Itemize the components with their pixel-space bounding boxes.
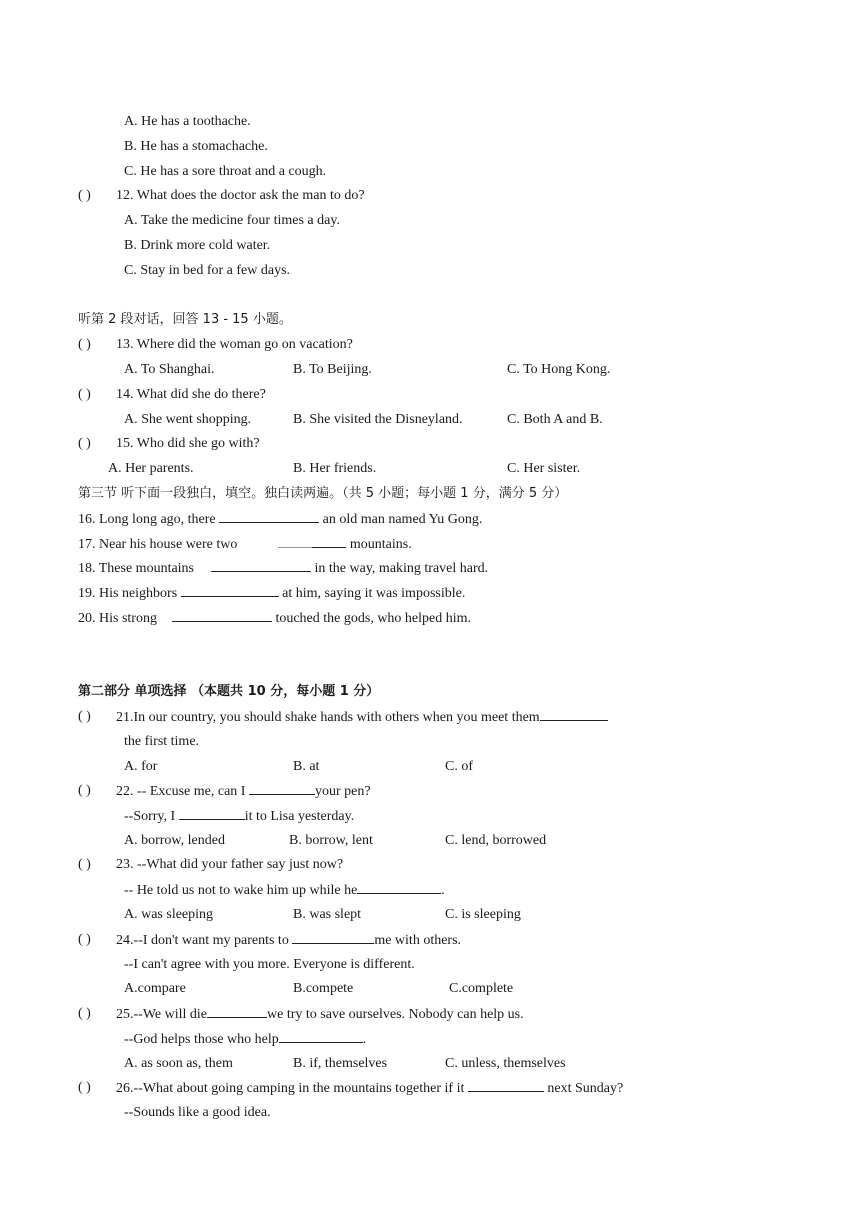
answer-paren-12[interactable]: ( ) bbox=[78, 188, 91, 203]
fill-q17 bbox=[78, 535, 412, 554]
q25-blank-2[interactable] bbox=[279, 1030, 363, 1043]
q12-option-b: B. Drink more cold water. bbox=[124, 238, 271, 253]
q22-stem bbox=[116, 782, 371, 801]
answer-paren-14[interactable]: ( ) bbox=[78, 387, 91, 402]
q23-blank[interactable] bbox=[357, 881, 441, 894]
q25-blank-1[interactable] bbox=[207, 1005, 267, 1018]
q23-line2-b: . bbox=[441, 883, 445, 898]
q24-stem bbox=[116, 931, 461, 950]
q26-blank[interactable] bbox=[468, 1079, 544, 1092]
q25-line2-b: . bbox=[362, 1032, 367, 1047]
q21-option-c: C. of bbox=[445, 759, 473, 774]
q19-text-a: 19. His neighbors bbox=[78, 586, 178, 601]
answer-paren-23[interactable]: ( ) bbox=[78, 857, 91, 872]
section3-header: 第三节 听下面一段独白，填空。独白读两遍。（共 5 小题；每小题 1 分，满分 5 分） bbox=[78, 486, 568, 501]
q22-stem-a: 22. -- Excuse me, can I bbox=[116, 784, 246, 799]
q22-stem-b: your pen? bbox=[314, 784, 371, 799]
q22-line2-a: --Sorry, I bbox=[124, 809, 176, 824]
q23-line2 bbox=[124, 881, 445, 900]
q12-stem: 12. What does the doctor ask the man to do? bbox=[116, 188, 365, 203]
q22-blank-2[interactable] bbox=[179, 807, 245, 820]
q22-line2-b: it to Lisa yesterday. bbox=[244, 809, 355, 824]
q24-blank[interactable] bbox=[292, 931, 374, 944]
q15-option-b: B. Her friends. bbox=[293, 461, 377, 476]
q13-option-a: A. To Shanghai. bbox=[124, 362, 215, 377]
q18-blank[interactable] bbox=[211, 559, 311, 572]
q19-text-b: at him, saying it was impossible. bbox=[282, 586, 466, 601]
q26-stem-b: next Sunday? bbox=[547, 1081, 624, 1096]
q24-option-b: B.compete bbox=[293, 981, 354, 996]
q11-option-b: B. He has a stomachache. bbox=[124, 139, 268, 154]
q21-stem bbox=[116, 708, 608, 727]
q24-option-c: C.complete bbox=[449, 981, 514, 996]
q18-text-b: in the way, making travel hard. bbox=[314, 561, 489, 576]
q24-line2: --I can't agree with you more. Everyone is different. bbox=[124, 957, 415, 972]
answer-paren-25[interactable]: ( ) bbox=[78, 1006, 91, 1021]
section2-intro: 听第 2 段对话，回答 13 - 15 小题。 bbox=[78, 312, 292, 327]
q13-stem: 13. Where did the woman go on vacation? bbox=[116, 337, 353, 352]
q17-text-b: mountains. bbox=[349, 537, 412, 552]
q23-option-b: B. was slept bbox=[293, 907, 362, 922]
q23-option-c: C. is sleeping bbox=[445, 907, 521, 922]
q15-option-a: A. Her parents. bbox=[108, 461, 194, 476]
q25-option-c: C. unless, themselves bbox=[445, 1056, 566, 1071]
q15-option-c: C. Her sister. bbox=[507, 461, 581, 476]
q20-text-a: 20. His strong bbox=[78, 611, 157, 626]
q26-line2: --Sounds like a good idea. bbox=[124, 1105, 271, 1120]
answer-paren-22[interactable]: ( ) bbox=[78, 783, 91, 798]
q19-blank[interactable] bbox=[181, 584, 279, 597]
q13-option-c: C. To Hong Kong. bbox=[507, 362, 611, 377]
q23-stem: 23. --What did your father say just now? bbox=[116, 857, 344, 872]
q26-stem bbox=[116, 1079, 623, 1098]
q25-stem-a: 25.--We will die bbox=[116, 1007, 208, 1022]
q11-option-a: A. He has a toothache. bbox=[124, 114, 251, 129]
answer-paren-21[interactable]: ( ) bbox=[78, 709, 91, 724]
q21-option-b: B. at bbox=[293, 759, 320, 774]
part2-header: 第二部分 单项选择 （本题共 10 分，每小题 1 分） bbox=[78, 684, 380, 699]
q12-option-c: C. Stay in bed for a few days. bbox=[124, 263, 291, 278]
q25-line2 bbox=[124, 1030, 366, 1049]
q21-blank[interactable] bbox=[540, 708, 608, 721]
q22-blank-1[interactable] bbox=[249, 782, 315, 795]
q22-option-c: C. lend, borrowed bbox=[445, 833, 547, 848]
q24-option-a: A.compare bbox=[124, 981, 186, 996]
q14-stem: 14. What did she do there? bbox=[116, 387, 266, 402]
q23-line2-a: -- He told us not to wake him up while he bbox=[124, 883, 358, 898]
q25-option-a: A. as soon as, them bbox=[124, 1056, 233, 1071]
q22-option-b: B. borrow, lent bbox=[289, 833, 373, 848]
q21-stem-text: 21.In our country, you should shake hands with others when you meet them bbox=[116, 710, 540, 725]
fill-q18 bbox=[78, 559, 488, 578]
q26-stem-a: 26.--What about going camping in the mountains together if it bbox=[116, 1081, 465, 1096]
q17-blank-faint[interactable] bbox=[278, 535, 312, 548]
q23-option-a: A. was sleeping bbox=[124, 907, 214, 922]
q14-option-c: C. Both A and B. bbox=[507, 412, 603, 427]
q18-text-a: 18. These mountains bbox=[78, 561, 195, 576]
q16-text-a: 16. Long long ago, there bbox=[78, 512, 216, 527]
q17-blank[interactable] bbox=[312, 535, 346, 548]
q16-text-b: an old man named Yu Gong. bbox=[322, 512, 483, 527]
q12-option-a: A. Take the medicine four times a day. bbox=[124, 213, 340, 228]
q13-option-b: B. To Beijing. bbox=[293, 362, 372, 377]
q24-stem-a: 24.--I don't want my parents to bbox=[116, 933, 289, 948]
q25-option-b: B. if, themselves bbox=[293, 1056, 388, 1071]
q20-blank[interactable] bbox=[172, 609, 272, 622]
q17-text-a: 17. Near his house were two bbox=[78, 537, 238, 552]
answer-paren-15[interactable]: ( ) bbox=[78, 436, 91, 451]
q25-stem bbox=[116, 1005, 524, 1024]
q25-stem-b: we try to save ourselves. Nobody can help us. bbox=[267, 1007, 524, 1022]
q21-option-a: A. for bbox=[124, 759, 158, 774]
q24-stem-b: me with others. bbox=[374, 933, 462, 948]
answer-paren-26[interactable]: ( ) bbox=[78, 1080, 91, 1095]
q14-option-b: B. She visited the Disneyland. bbox=[293, 412, 463, 427]
q16-blank[interactable] bbox=[219, 510, 319, 523]
fill-q16 bbox=[78, 510, 482, 529]
q22-option-a: A. borrow, lended bbox=[124, 833, 225, 848]
fill-q20 bbox=[78, 609, 471, 628]
q22-line2 bbox=[124, 807, 354, 826]
fill-q19 bbox=[78, 584, 465, 603]
q15-stem: 15. Who did she go with? bbox=[116, 436, 260, 451]
q14-option-a: A. She went shopping. bbox=[124, 412, 252, 427]
q11-option-c: C. He has a sore throat and a cough. bbox=[124, 164, 327, 179]
answer-paren-24[interactable]: ( ) bbox=[78, 932, 91, 947]
q25-line2-a: --God helps those who help bbox=[124, 1032, 279, 1047]
q20-text-b: touched the gods, who helped him. bbox=[275, 611, 472, 626]
answer-paren-13[interactable]: ( ) bbox=[78, 337, 91, 352]
q21-continuation: the first time. bbox=[124, 734, 200, 749]
